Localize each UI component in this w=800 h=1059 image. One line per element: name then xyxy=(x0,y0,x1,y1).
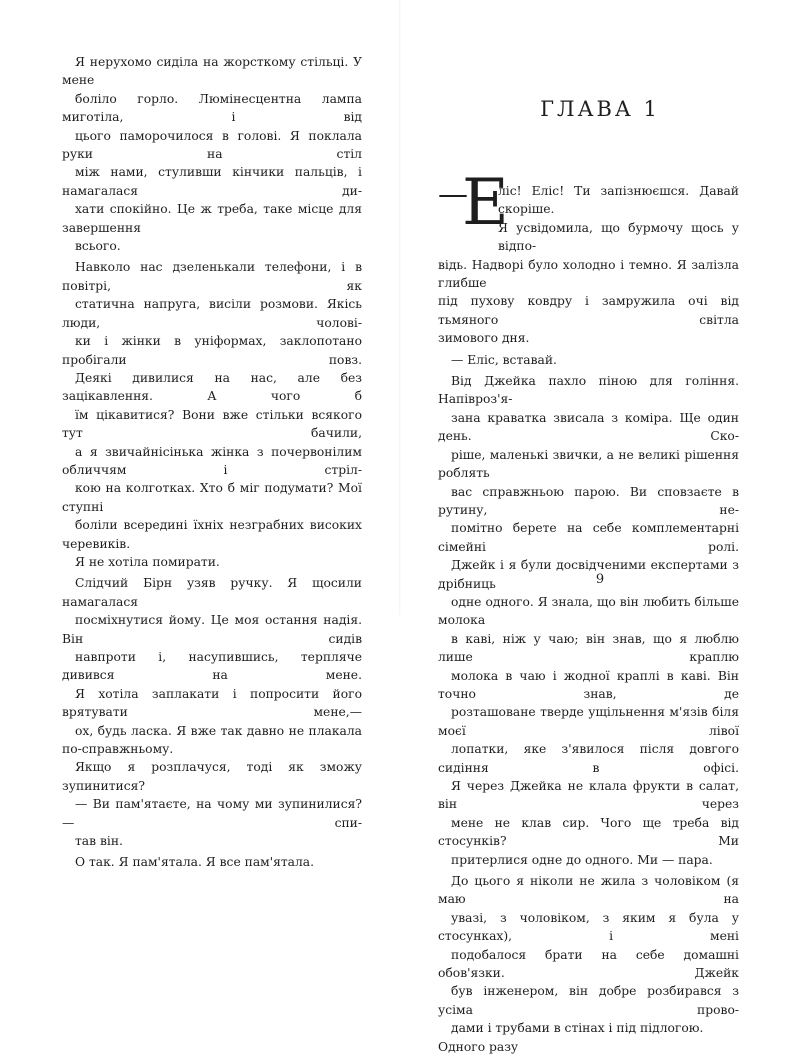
text-line: притерлися одне до одного. Ми — пара. xyxy=(451,852,713,867)
text-line: кою на колготках. Хто б міг подумати? Мої ступні xyxy=(62,481,362,514)
paragraph xyxy=(62,853,362,871)
right-page xyxy=(400,0,800,1054)
text-line: відь. Надворі було холодно і темно. Я залізла глибше xyxy=(438,257,739,291)
text-line: між нами, стуливши кінчики пальців, і намагалася ди- xyxy=(62,165,362,198)
text-line: — Еліс, вставай. xyxy=(451,352,557,367)
left-page xyxy=(0,0,400,870)
text-line: тав він. xyxy=(75,834,123,849)
text-line: в каві, ніж у чаю; він знав, що я люблю лише краплю xyxy=(438,631,739,665)
text-line: Я не хотіла помирати. xyxy=(75,554,220,569)
text-line: зана краватка звисала з коміра. Ще один день. Ско- xyxy=(438,410,739,444)
text-line: навпроти і, насупившись, терпляче дивився на мене. xyxy=(62,650,362,683)
text-line: вас справжньою парою. Ви сповзаєте в рутину, не- xyxy=(438,484,739,517)
page-number: 9 xyxy=(595,572,605,587)
text-line: боліло горло. Люмінесцентна лампа миготіла, і від xyxy=(62,91,362,125)
text-line: Я через Джейка не клала фрукти в салат, він через xyxy=(438,779,739,812)
left-page-body xyxy=(62,53,362,875)
text-line: зимового дня. xyxy=(438,331,530,346)
text-line: — Ви пам'ятаєте, на чому ми зупинилися? — спи- xyxy=(62,797,362,830)
text-line: Від Джейка пахло піною для гоління. Напівроз'я- xyxy=(438,374,739,407)
paragraph xyxy=(438,372,739,869)
paragraph xyxy=(62,574,362,850)
text-line: Якщо я розплачуся, тоді як зможу зупинитися? xyxy=(62,760,362,793)
text-line: Я нерухомо сиділа на жорсткому стільці. У мене xyxy=(62,55,362,88)
text-line: одне одного. Я знала, що він любить більше молока xyxy=(438,594,739,628)
drop-cap: Е xyxy=(462,166,509,240)
paragraph xyxy=(438,872,739,1056)
text-line: розташоване тверде ущільнення м'язів біля моєї лівої xyxy=(438,705,739,738)
text-line: був інженером, він добре розбирався з усіма прово- xyxy=(438,984,739,1017)
drop-dash: — xyxy=(438,177,468,212)
text-line: всього. xyxy=(75,239,121,254)
paragraph xyxy=(438,351,739,369)
chapter-title: ГЛАВА 1 xyxy=(540,97,660,121)
text-line: під пухову ковдру і замружила очі від тьмяного світла xyxy=(438,294,739,327)
text-line: Деякі дивилися на нас, але без зацікавлення. А чого б xyxy=(62,370,362,404)
text-line: Джейк і я були досвідченими експертами з дрібниць xyxy=(438,558,739,591)
text-line: їм цікавитися? Вони вже стільки всякого тут бачили, xyxy=(62,407,362,441)
text-line: ох, будь ласка. Я вже так давно не плакала по-справжньому. xyxy=(62,723,362,757)
text-line: ки і жінки в уніформах, заклопотано пробігали повз. xyxy=(62,334,362,367)
text-line: а я звичайнісінька жінка з почервонілим обличчям і стріл- xyxy=(62,444,362,477)
text-line: Навколо нас дзеленькали телефони, і в повітрі, як xyxy=(62,260,362,293)
text-line: лопатки, яке з'явилося після довгого сидіння в офісі. xyxy=(438,742,739,775)
text-line: подобалося брати на себе домашні обов'язки. Джейк xyxy=(438,947,739,981)
text-line: боліли всередині їхніх незграбних високих черевиків. xyxy=(62,518,362,551)
text-line: Слідчий Бірн узяв ручку. Я щосили намагалася xyxy=(62,576,362,609)
text-line: хати спокійно. Це ж треба, таке місце для завершення xyxy=(62,202,362,235)
text-line: помітно берете на себе комплементарні сімейні ролі. xyxy=(438,521,739,554)
text-line: Я усвідомила, що бурмочу щось у відпо- xyxy=(498,220,739,254)
text-line: цього паморочилося в голові. Я поклала руки на стіл xyxy=(62,128,362,162)
text-line: посміхнутися йому. Це моя остання надія. Він сидів xyxy=(62,613,362,646)
text-line: Я хотіла заплакати і попросити його врятувати мене,— xyxy=(62,686,362,720)
paragraph xyxy=(438,182,739,348)
text-line: мене не клав сир. Чого ще треба від стосунків? Ми xyxy=(438,815,739,849)
right-page-body xyxy=(438,182,739,1059)
text-line: молока в чаю і жодної краплі в каві. Він точно знав, де xyxy=(438,668,739,701)
text-line: статична напруга, висіли розмови. Якісь люди, чолові- xyxy=(62,297,362,330)
text-line: увазі, з чоловіком, з яким я була у стосунках), і мені xyxy=(438,910,739,944)
text-line: До цього я ніколи не жила з чоловіком (я маю на xyxy=(438,874,739,907)
text-line: О так. Я пам'ятала. Я все пам'ятала. xyxy=(75,855,315,870)
text-line: ріше, маленькі звички, а не великі рішення роблять xyxy=(438,447,739,481)
paragraph xyxy=(62,53,362,255)
text-line: ліс! Еліс! Ти запізнюєшся. Давай скоріше. xyxy=(498,184,739,217)
text-line: дами і трубами в стінах і під підлогою. Одного разу xyxy=(438,1021,704,1054)
paragraph xyxy=(62,258,362,571)
